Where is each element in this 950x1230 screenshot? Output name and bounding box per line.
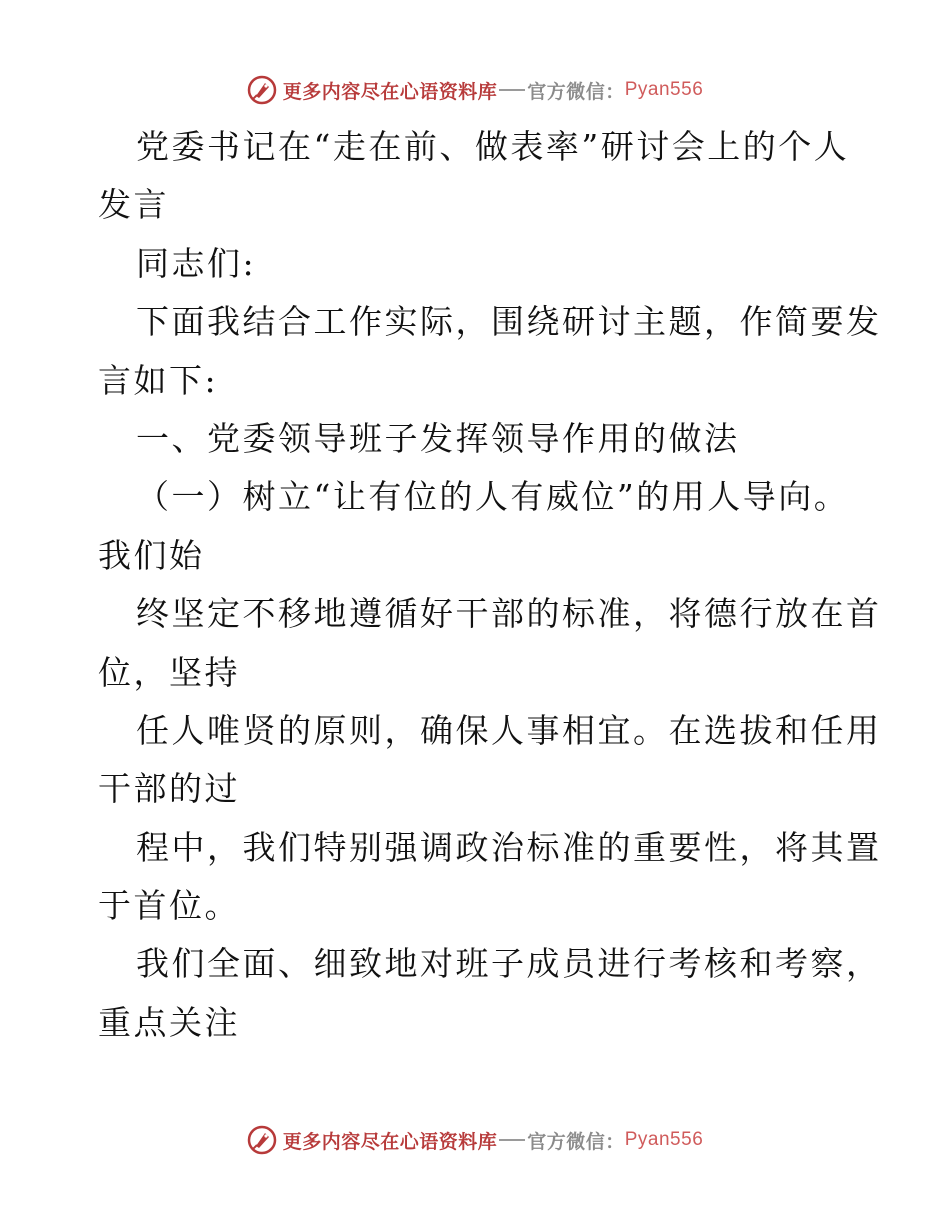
- header-banner: [0, 72, 950, 108]
- paragraph-line: 程中，我们特别强调政治标准的重要性，将其置: [136, 827, 882, 867]
- banner-brand-text: 更多内容尽在心语资料库: [282, 80, 498, 103]
- subsection-heading: （一）树立“让有位的人有威位”的用人导向。: [136, 477, 850, 517]
- banner-divider: [499, 89, 525, 91]
- paragraph-line: 位，坚持: [98, 652, 240, 692]
- document-title-line-2: 发言: [98, 185, 169, 225]
- paragraph-line: 我们全面、细致地对班子成员进行考核和考察，: [136, 944, 882, 984]
- document-title-line-1: 党委书记在“走在前、做表率”研讨会上的个人: [136, 127, 850, 166]
- salutation: 同志们:: [136, 243, 257, 283]
- paragraph-line: 终坚定不移地遵循好干部的标准，将德行放在首: [136, 594, 882, 634]
- footer-banner: [0, 1122, 950, 1158]
- banner-wechat-label: 官方微信：: [527, 1130, 625, 1153]
- pen-nib-logo-icon: [247, 75, 277, 105]
- paragraph-line: 任人唯贤的原则，确保人事相宜。在选拔和任用: [136, 710, 882, 750]
- banner-wechat-label: 官方微信：: [527, 80, 625, 103]
- paragraph-line: 我们始: [98, 535, 205, 575]
- paragraph-line: 下面我结合工作实际，围绕研讨主题，作简要发: [136, 302, 882, 342]
- paragraph-line: 重点关注: [98, 1002, 240, 1042]
- banner-brand-text: 更多内容尽在心语资料库: [282, 1130, 498, 1153]
- pen-nib-logo-icon: [247, 1125, 277, 1155]
- paragraph-line: 言如下:: [98, 360, 219, 400]
- banner-wechat-id: Pyan556: [624, 1129, 704, 1150]
- banner-divider: [499, 1139, 525, 1141]
- document-body: [98, 118, 882, 1052]
- paragraph-line: 于首位。: [98, 886, 240, 926]
- paragraph-line: 干部的过: [98, 769, 240, 809]
- banner-wechat-id: Pyan556: [624, 79, 704, 100]
- section-heading: 一、党委领导班子发挥领导作用的做法: [136, 418, 740, 458]
